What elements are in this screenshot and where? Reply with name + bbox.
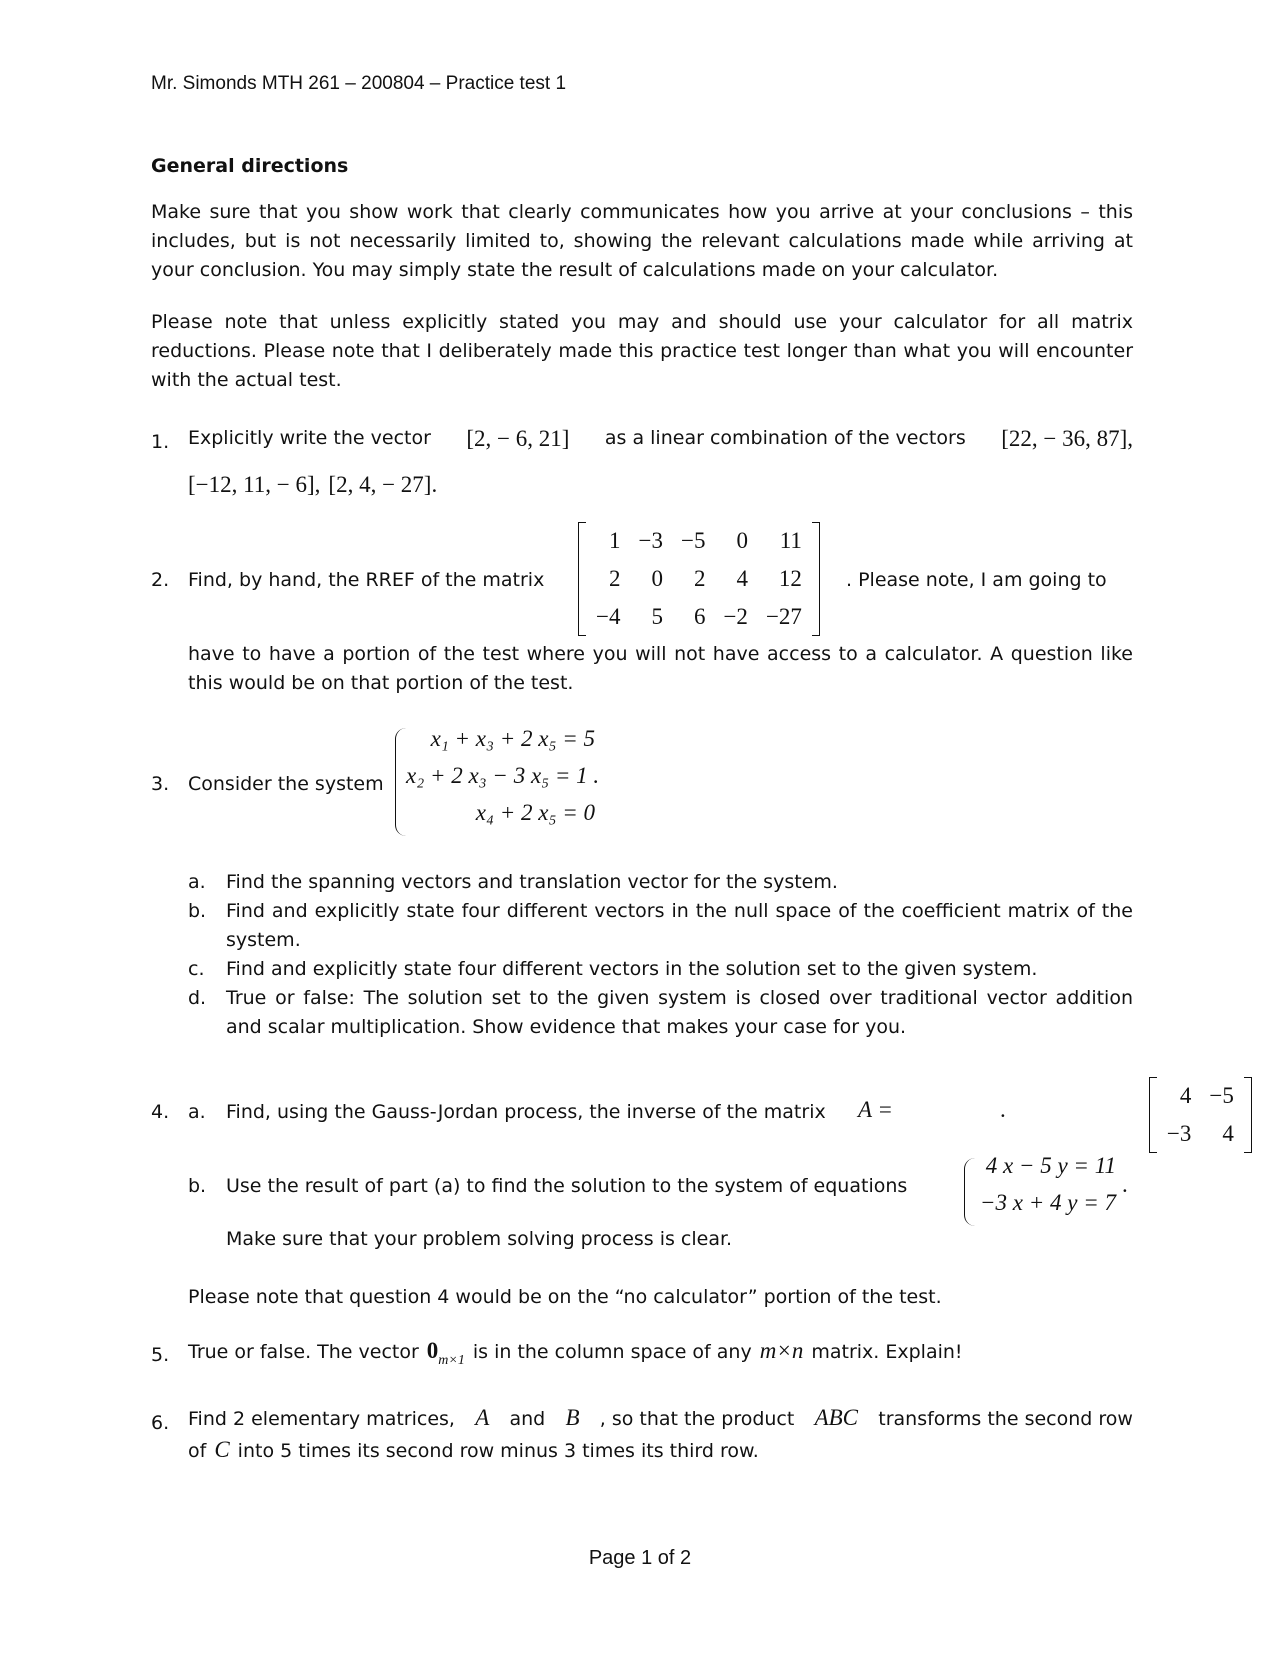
matrix-a-period: .	[1000, 1097, 1006, 1122]
part-text: Find and explicitly state four different vectors in the solution set to the given system.	[226, 958, 1038, 980]
section-heading: General directions	[151, 155, 349, 177]
part-label: c.	[188, 958, 205, 980]
part-label: d.	[188, 987, 207, 1009]
system-equation-2: x₂ + 2 x₃ − 3 x₅ = 1 .	[406, 763, 600, 788]
question-1-line-1	[188, 424, 1133, 453]
question-6-text-3: , so that the product	[599, 1408, 795, 1430]
matrix-cell: 11	[779, 528, 802, 553]
question-6-text-2: and	[509, 1408, 546, 1430]
question-2-number: 2.	[151, 569, 170, 591]
system-b-equation-1: 4 x − 5 y = 11	[985, 1153, 1116, 1178]
question-6-line-2	[188, 1437, 759, 1466]
question-6-number: 6.	[151, 1412, 170, 1434]
matrix-cell: 4	[736, 566, 748, 591]
part-text: True or false: The solution set to the given system is closed over traditional vector addition and scalar multiplication. Show evidence that makes your case for you.	[226, 987, 1133, 1038]
question-4a-text: Find, using the Gauss-Jordan process, the inverse of the matrix	[226, 1101, 826, 1123]
matrix-a-symbol: A	[475, 1405, 490, 1430]
question-4-note: Please note that question 4 would be on the “no calculator” portion of the test.	[188, 1286, 942, 1308]
system-equation-3: x₄ + 2 x₅ = 0	[475, 800, 595, 825]
matrix-cell: −3	[638, 528, 663, 553]
system-b-brace	[964, 1158, 975, 1226]
page-header: Mr. Simonds MTH 261 – 200804 – Practice test 1	[151, 73, 567, 94]
matrix-cell: 12	[778, 566, 802, 591]
directions-paragraph-1: Make sure that you show work that clearly communicates how you arrive at your conclusions – this includes, but is not necessarily limited to, showing the relevant calculations made while arriving at your conclusion. You may simply state the result of calculations made on your calculator.	[151, 201, 1133, 281]
question-3-number: 3.	[151, 773, 170, 795]
matrix-cell: 2	[608, 566, 621, 591]
matrix-b-symbol: B	[565, 1405, 580, 1430]
question-5-text-3: matrix. Explain!	[811, 1341, 963, 1363]
matrix-cell: 1	[608, 528, 621, 553]
part-label: b.	[188, 900, 207, 922]
matrix-a-cell: −3	[1166, 1121, 1192, 1146]
matrix-cell: 5	[651, 604, 663, 629]
question-4b-text: Use the result of part (a) to find the solution to the system of equations	[226, 1175, 908, 1197]
zero-vector-symbol: 0	[426, 1338, 439, 1363]
question-2-note: have to have a portion of the test where you will not have access to a calculator. A question like this would be on that portion of the test.	[188, 643, 1133, 694]
part-text: Find the spanning vectors and translation vector for the system.	[226, 871, 838, 893]
question-4-number: 4.	[151, 1101, 170, 1123]
system-equation-1: x₁ + x₃ + 2 x₅ = 5	[430, 726, 595, 751]
question-1-text-2: as a linear combination of the vectors	[604, 427, 966, 449]
question-3-text: Consider the system	[188, 773, 384, 795]
matrix-cell: 6	[693, 604, 706, 629]
question-1-line-2	[188, 472, 437, 498]
matrix-dimensions: m×n	[759, 1338, 804, 1363]
question-2-matrix	[578, 522, 820, 636]
question-1-vector-b: [−12, 11, − 6],	[188, 472, 321, 497]
question-1-text: Explicitly write the vector	[188, 427, 431, 449]
matrix-cell: −4	[596, 604, 621, 629]
question-6-text-6: into 5 times its second row minus 3 times its third row.	[237, 1440, 759, 1462]
system-brace	[395, 728, 406, 836]
matrix-cell: −5	[680, 528, 706, 553]
question-5-text: True or false. The vector	[188, 1341, 419, 1363]
question-1-vector-c: [2, 4, − 27].	[328, 472, 438, 497]
matrix-cell: 0	[736, 528, 748, 553]
question-1-target-vector: [2, − 6, 21]	[466, 425, 570, 451]
question-6-text: Find 2 elementary matrices,	[188, 1408, 455, 1430]
zero-vector	[426, 1338, 465, 1368]
part-label: a.	[188, 871, 206, 893]
matrix-a-cell: 4	[1222, 1121, 1234, 1146]
system-b-period: .	[1122, 1172, 1128, 1197]
matrix-a-cell: −5	[1209, 1083, 1234, 1108]
question-6-text-5: of	[188, 1440, 207, 1462]
question-4b-label: b.	[188, 1175, 207, 1197]
matrix-cell: −2	[723, 604, 748, 629]
question-1-number: 1.	[151, 431, 170, 453]
question-1-vector-a: [22, − 36, 87],	[1001, 425, 1133, 451]
question-5-text-2: is in the column space of any	[472, 1341, 752, 1363]
system-b-equation-2: −3 x + 4 y = 7	[980, 1190, 1116, 1215]
question-6-line-1	[188, 1405, 1133, 1434]
matrix-cell: 2	[693, 566, 706, 591]
question-2-text: Find, by hand, the RREF of the matrix	[188, 569, 545, 591]
question-4b-note: Make sure that your problem solving process is clear.	[226, 1228, 733, 1250]
question-5-number: 5.	[151, 1344, 170, 1366]
matrix-a-cell: 4	[1179, 1083, 1192, 1108]
product-abc: ABC	[814, 1405, 859, 1430]
question-5-line	[188, 1338, 963, 1367]
zero-vector-subscript: m×1	[438, 1353, 465, 1368]
directions-paragraph-2: Please note that unless explicitly stated you may and should use your calculator for all matrix reductions. Please note that I deliberately made this practice test longer than what you will encounter with the actual test.	[151, 311, 1133, 391]
matrix-cell: 0	[651, 566, 663, 591]
matrix-a-name: A =	[858, 1097, 893, 1122]
question-2-text-2: . Please note, I am going to	[846, 569, 1107, 591]
question-6-text-4: transforms the second row	[878, 1408, 1133, 1430]
page-footer: Page 1 of 2	[588, 1547, 692, 1569]
matrix-cell: −27	[765, 604, 802, 629]
matrix-a	[1149, 1077, 1252, 1153]
question-4a-label: a.	[188, 1101, 206, 1123]
part-text: Find and explicitly state four different vectors in the null space of the coefficient matrix of the system.	[226, 900, 1133, 951]
matrix-c-symbol: C	[214, 1437, 230, 1462]
